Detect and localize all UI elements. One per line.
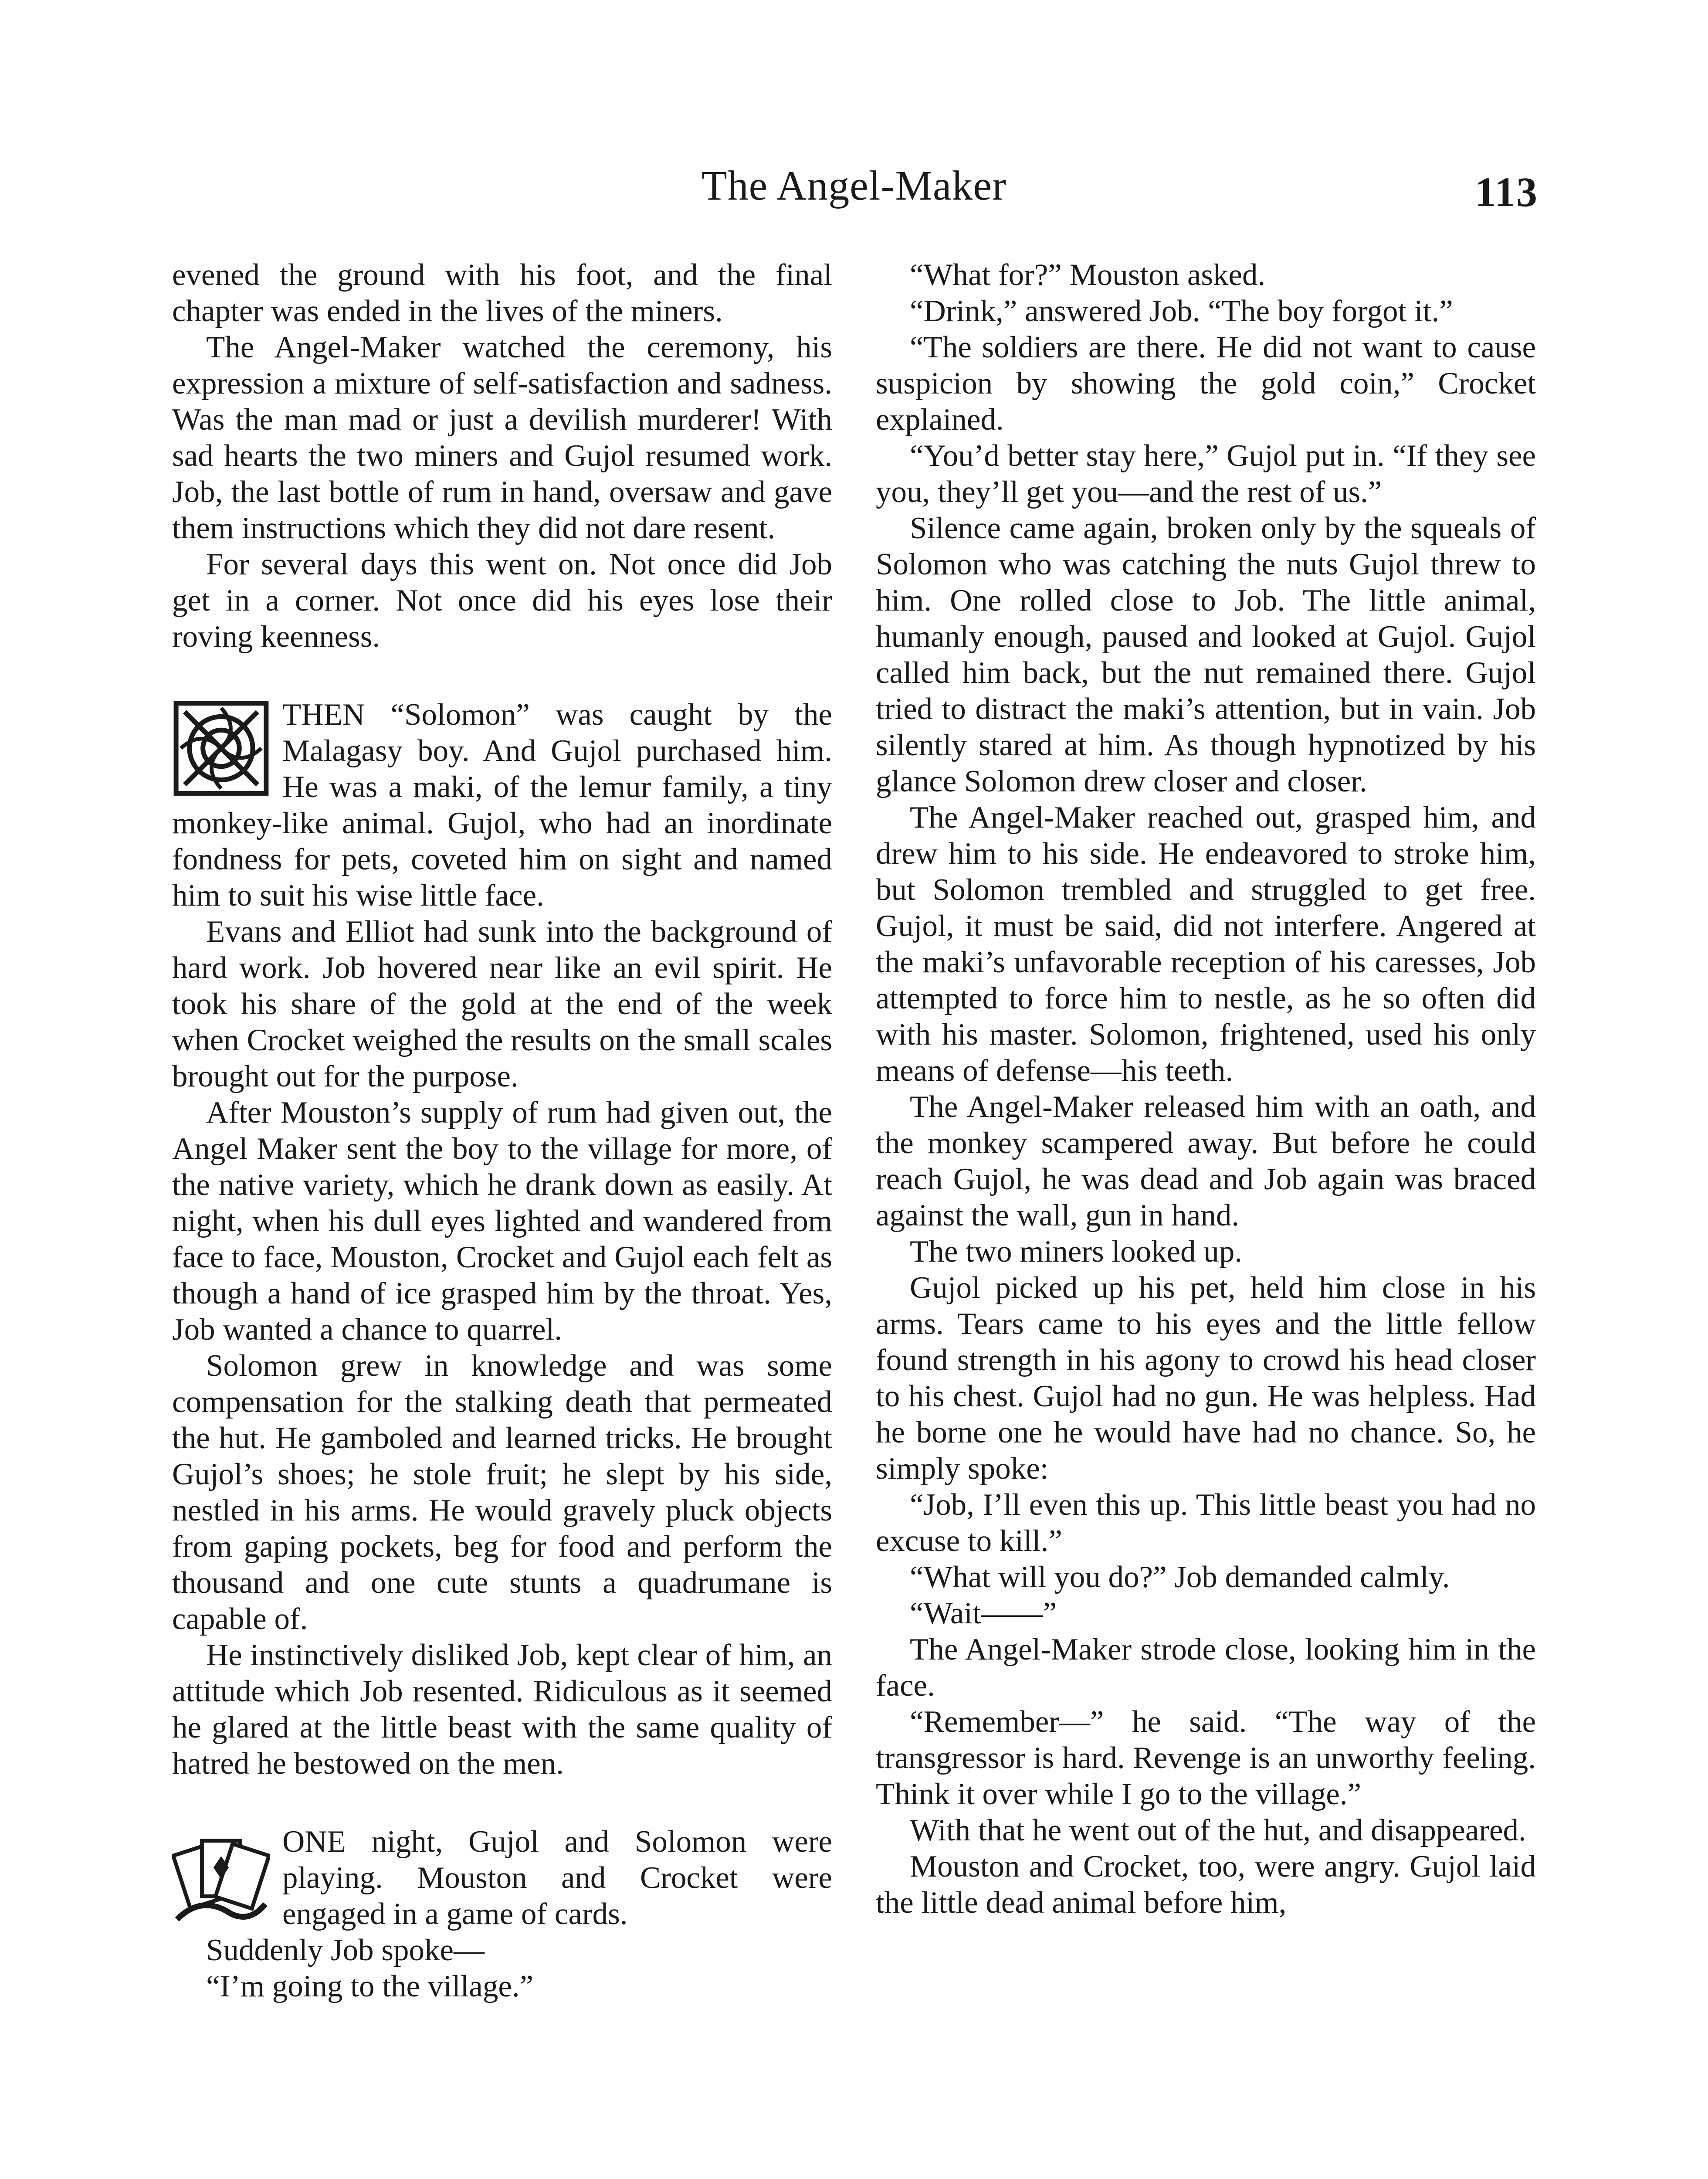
paragraph: Silence came again, broken only by the squeals of Solomon who was catching the nuts Gujol threw to him. One rolled close to Job. The little animal, humanly enough, paused and looked at Gujol. Gujol called him back, but the nut remained there. Gujol tried to distract the maki’s attention, but in vain. Job silently stared at him. As though hypnotized by his glance Solomon drew closer and closer. [876,511,1536,798]
paragraph: “I’m going to the village.” [206,1969,534,2003]
paragraph: Solomon grew in knowledge and was some compensation for the stalking death that permeated the hut. He gamboled and learned tricks. He brought Gujol’s shoes; he stole fruit; he slept by his side, nestled in his arms. He would gravely pluck objects from gaping pockets, beg for food and perform the thousand and one cute stunts a quadrumane is capable of. [172,1349,832,1636]
paragraph: Suddenly Job spoke— [206,1933,485,1967]
paragraph: With that he went out of the hut, and disappeared. [910,1813,1526,1847]
paragraph: “Drink,” answered Job. “The boy forgot it.” [910,294,1453,328]
left-column [172,257,832,2005]
paragraph: evened the ground with his foot, and the final chapter was ended in the lives of the miners. [172,258,832,328]
paragraph: ONE night, Gujol and Solomon were playing. Mouston and Crocket were engaged in a game of cards. [282,1825,832,1931]
right-column [876,257,1536,1921]
paragraph: After Mouston’s supply of rum had given out, the Angel Maker sent the boy to the village for more, of the native variety, which he drank down as easily. At night, when his dull eyes lighted and wandered from face to face, Mouston, Crocket and Gujol each felt as though a hand of ice grasped him by the throat. Yes, Job wanted a chance to quarrel. [172,1096,832,1347]
paragraph: The Angel-Maker released him with an oath, and the monkey scampered away. But before he could reach Gujol, he was dead and Job again was braced against the wall, gun in hand. [876,1090,1536,1232]
paragraph: Evans and Elliot had sunk into the background of hard work. Job hovered near like an evil spirit. He took his share of the gold at the end of the week when Crocket weighed the results on the small scales brought out for the purpose. [172,915,832,1093]
paragraph: The two miners looked up. [910,1235,1243,1269]
paragraph: “Wait——” [910,1596,1057,1630]
page-number: 113 [1475,169,1538,215]
paragraph: “The soldiers are there. He did not want to cause suspicion by showing the gold coin,” Crocket explained. [876,330,1536,437]
running-title: The Angel-Maker [701,162,1007,209]
playing-cards-ornament-icon [172,1827,270,1923]
celtic-knot-ornament-icon [172,700,270,796]
section-break [172,655,832,697]
paragraph: The Angel-Maker reached out, grasped him, and drew him to his side. He endeavored to stroke him, but Solomon trembled and struggled to get free. Gujol, it must be said, did not interfere. Angered at the maki’s unfavorable reception of his caresses, Job attempted to force him to nestle, as he so often did with his master. Solomon, frightened, used his only means of defense—his teeth. [876,801,1536,1088]
paragraph: THEN “Solomon” was caught by the Malagasy boy. And Gujol purchased him. He was a maki, of the lemur family, a tiny monkey-like animal. Gujol, who had an inordinate fondness for pets, coveted him on sight and named him to suit his wise little face. [172,698,832,913]
paragraph: “What for?” Mouston asked. [910,258,1266,292]
paragraph: Gujol picked up his pet, held him close in his arms. Tears came to his eyes and the little fellow found strength in his agony to crowd his head closer to his chest. Gujol had no gun. He was helpless. Had he borne one he would have had no chance. So, he simply spoke: [876,1271,1536,1486]
paragraph: “What will you do?” Job demanded calmly. [910,1560,1450,1594]
paragraph: “Remember—” he said. “The way of the transgressor is hard. Revenge is an unworthy feeling. Think it over while I go to the village.” [876,1705,1536,1811]
paragraph: The Angel-Maker watched the ceremony, his expression a mixture of self-satisfaction and sadness. Was the man mad or just a devilish murderer! With sad hearts the two miners and Gujol resumed work. Job, the last bottle of rum in hand, oversaw and gave them instructions which they did not dare resent. [172,330,832,545]
paragraph: He instinctively disliked Job, kept clear of him, an attitude which Job resented. Ridiculous as it seemed he glared at the little beast with the same quality of hatred he bestowed on the men. [172,1638,832,1781]
paragraph: The Angel-Maker strode close, looking him in the face. [876,1633,1536,1703]
section-break [172,1782,832,1824]
paragraph: For several days this went on. Not once did Job get in a corner. Not once did his eyes lose their roving keenness. [172,547,832,654]
paragraph: “Job, I’ll even this up. This little beast you had no excuse to kill.” [876,1488,1536,1558]
paragraph: “You’d better stay here,” Gujol put in. “If they see you, they’ll get you—and the rest of us.” [876,439,1536,509]
paragraph: Mouston and Crocket, too, were angry. Gujol laid the little dead animal before him, [876,1850,1536,1920]
